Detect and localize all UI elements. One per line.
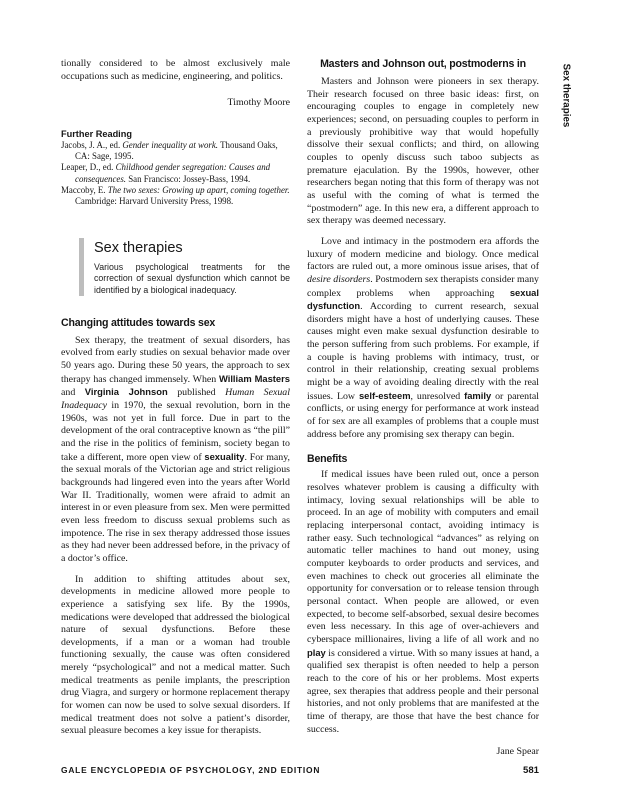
body-paragraph: If medical issues have been ruled out, once a person resolves whatever problem is causing a difficulty with intimacy, loving sexual relationships will be able to proceed. In an age of mobility with computers and email replacing interpersonal contact, avoiding intimacy is rather easy. Such technological “advances” as relying on automatic teller machines to hand out money, using computer keyboards to order products and services, and even machines to check out groceries all eliminate the opportunity for conversation or to release tension through personal contact. When people are allowed, or even expected, to become self-absorbed, sexual desire becomes even less necessary. In this age of over-achievers and cyberspace millionaires, living a life of all work and no play is considered a virtue. With so many issues at hand, a qualified sex therapist is often needed to help a person reach to the core of his or her problems. Most experts agree, sex therapies that address people and their personal histories, and not only problems that are manifested at the time of therapy, are those that have the best chance for success.	[307, 469, 539, 735]
reference-item: Leaper, D., ed. Childhood gender segregation: Causes and consequences. San Francisco: Jossey-Bass, 1994.	[61, 162, 271, 184]
publication-title: GALE ENCYCLOPEDIA OF PSYCHOLOGY, 2ND EDITION	[61, 765, 321, 775]
author-byline: Jane Spear	[496, 746, 539, 758]
body-paragraph: Love and intimacy in the postmodern era affords the luxury of modern medicine and biology. Once medical factors are ruled out, a more ominous issue arises, that of desire disorders. Postmodern sex therapists consider many complex problems when approaching sexual dysfunction. According to current research, sexual disorders might have a host of underlying causes. These causes might even make sexual dysfunction desirable to the person suffering from such problems. For example, if a couple is having problems with intimacy, trust, or control in their relationship, creating sexual problems might be a way of avoiding dealing directly with the real issues. Low self-esteem, unresolved family or parental conflicts, or using energy for performance at work instead of for sex are all examples of problems that a couple must address before any promising sex therapy can begin.	[307, 235, 539, 440]
section-heading: Changing attitudes towards sex	[61, 316, 216, 329]
entry-title: Sex therapies	[94, 240, 183, 257]
body-paragraph: Sex therapy, the treatment of sexual disorders, has evolved from early studies on sexual behavior made over 50 years ago. During these 50 years, the approach to sex therapy has changed immensely. When William Masters and Virginia Johnson published Human Sexual Inadequacy in 1970, the sexual revolution, born in the 1960s, was not yet in full force. Due in part to the development of the oral contraceptive known as “the pill” and the rise in the politics of feminism, society began to take a different, more open view of sexuality. For many, the sexual morals of the Victorian age and strict religious backgrounds had lingered even into the years after World War II. Traditionally, women were afraid to admit an interest in or even pleasure from sex. Men were permitted even less freedom to discuss sexual problems such as impotence. The rise in sex therapy addressed those issues as they had never been addressed before, in the privacy of a doctor’s office.	[61, 334, 291, 564]
further-reading-section	[61, 129, 290, 207]
body-paragraph: In addition to shifting attitudes about sex, developments in medicine allowed more people to experience a satisfying sex life. By the 1990s, medications were developed that addressed the biological nature of sexual dysfunctions. Before these developments, if a man or a woman had trouble functioning sexually, the cause was often considered merely “psychological” and not a medical matter. Such medical treatments as penile implants, the prescription drug Viagra, and surgery or hormone replacement therapy for women can now be used to solve sexual disorders. If medical treatment does not solve a patient’s disorder, sexual pleasure becomes a key issue for therapists.	[61, 573, 290, 737]
section-heading: Benefits	[307, 453, 348, 466]
left-column	[61, 58, 290, 738]
further-reading-heading: Further Reading	[61, 128, 132, 139]
entry-definition: Various psychological treatments for the correction of sexual dysfunction which cannot be identified by a biological inadequacy.	[94, 262, 290, 295]
running-head: Sex therapies	[560, 63, 572, 128]
body-paragraph: Masters and Johnson were pioneers in sex therapy. Their research focused on three basic ideas: first, on encouraging couples to engage in completely new experiences; second, on persuading couples to perform in a previously prohibitive way that would hopefully dissolve their sexual conflicts; and third, on allowing couples to openly discuss such taboo subjects as premature ejaculation. By the 1990s, however, other researchers began noting that this form of therapy was not as useful with the coming of what is termed the “postmodern” age. In this new era, a different approach to sex therapy was deemed necessary.	[307, 76, 539, 227]
page-footer	[61, 765, 539, 777]
reference-item: Maccoby, E. The two sexes: Growing up apart, coming together. Cambridge: Harvard University Press, 1998.	[61, 184, 290, 206]
running-head-tab	[559, 52, 573, 142]
section-heading: Masters and Johnson out, postmoderns in	[320, 58, 526, 70]
entry-header	[79, 238, 290, 296]
author-byline: Timothy Moore	[227, 97, 290, 109]
page-number: 581	[522, 765, 539, 776]
continued-paragraph: tionally considered to be almost exclusively male occupations such as medicine, engineering, and politics.	[61, 58, 290, 82]
right-column	[307, 58, 539, 759]
reference-item: Jacobs, J. A., ed. Gender inequality at work. Thousand Oaks, CA: Sage, 1995.	[61, 139, 278, 162]
